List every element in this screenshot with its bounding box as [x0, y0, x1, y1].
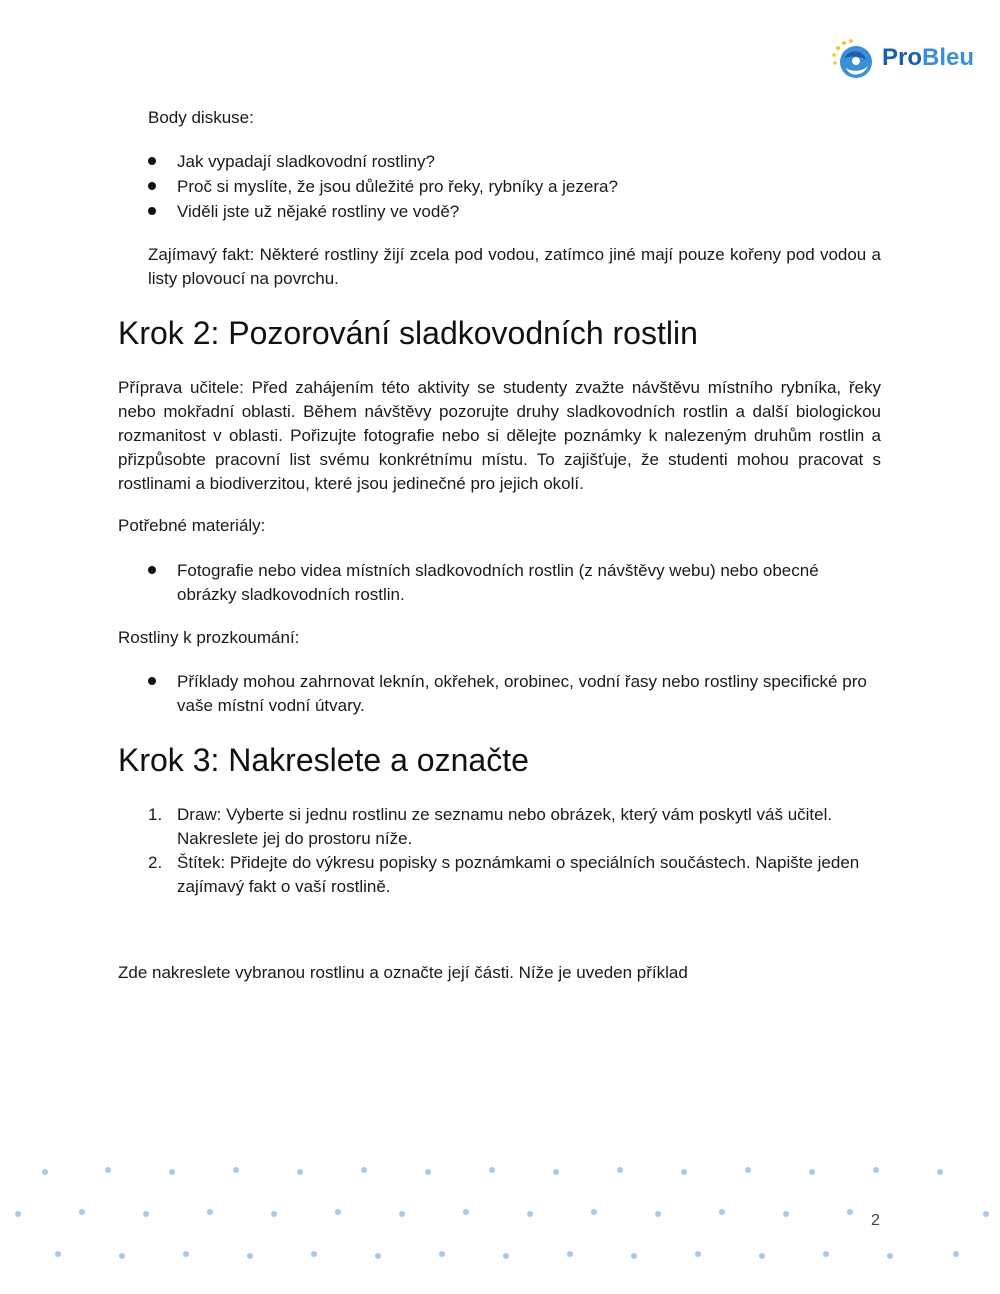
draw-instruction: Zde nakreslete vybranou rostlinu a označte její části. Níže je uveden příklad [118, 963, 688, 982]
materials-item: Fotografie nebo videa místních sladkovodních rostlin (z návštěvy webu) nebo obecné obrázky sladkovodních rostlin. [177, 561, 819, 604]
step3-item: Draw: Vyberte si jednu rostlinu ze seznamu nebo obrázek, který vám poskytl váš učitel. Nakreslete jej do prostoru níže. [177, 805, 833, 848]
page-number: 2 [871, 1212, 880, 1229]
bullet-icon [148, 207, 156, 215]
discussion-bullet: Proč si myslíte, že jsou důležité pro řeky, rybníky a jezera? [177, 177, 618, 196]
brand-name-pro: Pro [882, 44, 923, 71]
discussion-heading: Body diskuse: [148, 108, 254, 127]
step2-teacher-prep: Příprava učitele: Před zahájením této aktivity se studenty zvažte návštěvu místního rybníka, řeky nebo mokřadní oblasti. Během návštěvy pozorujte druhy sladkovodních rostlin a další biologickou rozmanitost v oblasti. Pořizujte fotografie nebo si dělejte poznámky k nalezeným druhům rostlin a přizpůsobte pracovní list svému konkrétnímu místu. To zajišťuje, že studenti mohou pracovat s rostlinami a biodiverzitou, které jsou jedinečné pro jejich okolí. [118, 378, 881, 493]
probleu-logo [830, 38, 980, 82]
materials-heading: Potřebné materiály: [118, 516, 266, 535]
bullet-icon [148, 157, 156, 165]
brand-name-bleu: Bleu [922, 44, 975, 71]
step2-title: Krok 2: Pozorování sladkovodních rostlin [118, 315, 698, 351]
plants-item: Příklady mohou zahrnovat leknín, okřehek, orobinec, vodní řasy nebo rostliny specifické pro vaše místní vodní útvary. [177, 672, 867, 715]
bullet-icon [148, 182, 156, 190]
discussion-bullet: Jak vypadají sladkovodní rostliny? [177, 152, 435, 171]
bullet-icon [148, 566, 156, 574]
discussion-bullet: Viděli jste už nějaké rostliny ve vodě? [177, 202, 460, 221]
probleu-logo-icon [830, 38, 878, 82]
brand-name [882, 44, 974, 72]
decorative-dot-pattern [0, 1150, 1000, 1294]
bullet-icon [148, 677, 156, 685]
list-number: 1. [148, 805, 163, 824]
step3-title: Krok 3: Nakreslete a označte [118, 742, 529, 778]
list-number: 2. [148, 853, 163, 872]
step3-item: Štítek: Přidejte do výkresu popisky s poznámkami o speciálních součástech. Napište jeden zajímavý fakt o vaší rostlině. [177, 853, 860, 896]
discussion-fact: Zajímavý fakt: Některé rostliny žijí zcela pod vodou, zatímco jiné mají pouze kořeny pod vodou a listy plovoucí na povrchu. [148, 245, 881, 288]
plants-heading: Rostliny k prozkoumání: [118, 628, 300, 647]
